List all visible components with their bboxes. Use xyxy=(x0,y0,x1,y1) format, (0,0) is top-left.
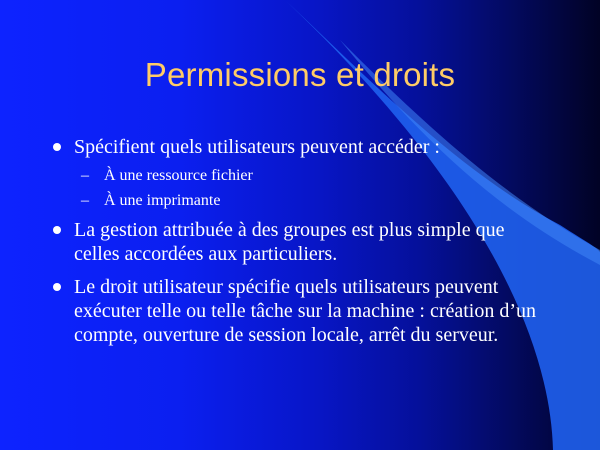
bullet-dot xyxy=(53,143,61,151)
sub-bullet-1: À une ressource fichier xyxy=(104,167,253,184)
bullet-dot xyxy=(53,283,61,291)
bullet-item-2: La gestion attribuée à des groupes est plus simple que celles accordées aux particuliers. xyxy=(74,219,505,265)
bullet-item-1: Spécifient quels utilisateurs peuvent accéder : xyxy=(74,136,440,158)
bullet-dot xyxy=(53,226,61,234)
sub-bullet-2: À une imprimante xyxy=(104,192,221,209)
slide-title: Permissions et droits xyxy=(144,56,456,93)
sub-bullet-dash: – xyxy=(81,167,89,184)
sub-bullet-dash: – xyxy=(81,192,89,209)
bullet-item-3: Le droit utilisateur spécifie quels utilisateurs peuvent exécuter telle ou telle tâche sur la machine : création d’un compte, ouverture de session locale, arrêt du serveur. xyxy=(74,276,537,346)
